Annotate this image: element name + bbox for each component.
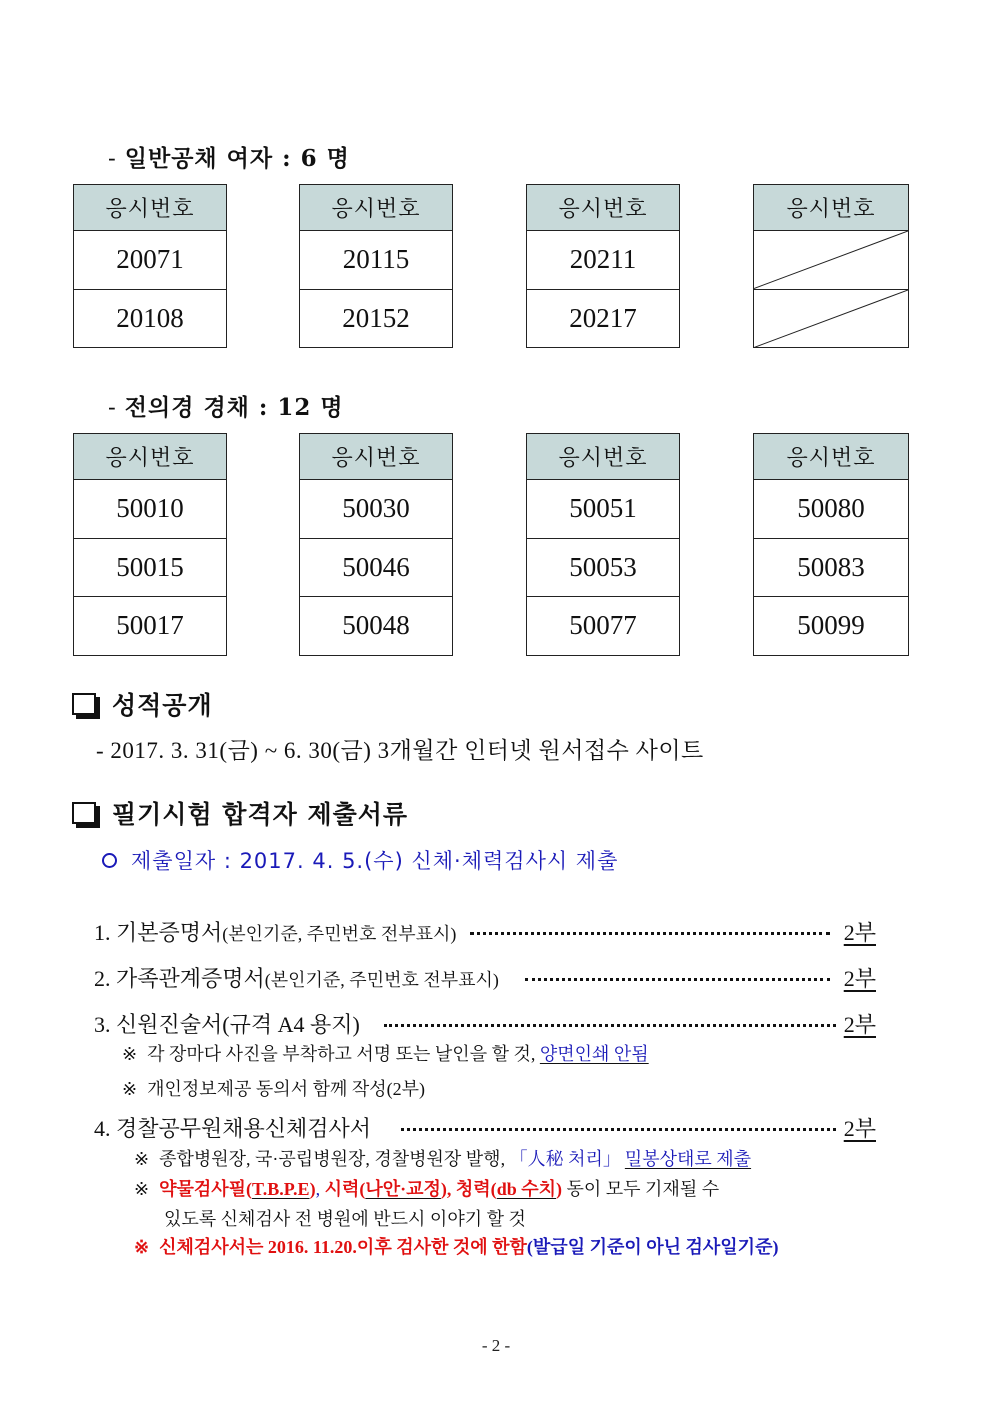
table-cell: 50046 xyxy=(300,538,453,597)
dotted-leader xyxy=(401,1128,836,1131)
document-count: 2부 xyxy=(843,966,876,991)
table-cell: 20115 xyxy=(300,231,453,290)
exam-number-table xyxy=(526,184,680,348)
page-number: - 2 - xyxy=(481,1336,511,1355)
reference-mark: ※ xyxy=(134,1179,150,1199)
table-cell: 50048 xyxy=(300,597,453,656)
section-title-text: 필기시험 합격자 제출서류 xyxy=(112,800,409,829)
table-header: 응시번호 xyxy=(74,185,227,231)
exam-number-table xyxy=(73,433,227,656)
document-name: 4. 경찰공무원채용신체검사서 xyxy=(94,1116,372,1141)
checkbox-bullet-icon xyxy=(72,693,96,715)
document-detail: (규격 A4 용지) xyxy=(222,1012,360,1037)
document-name: 3. 신원진술서 xyxy=(94,1012,223,1037)
table-header: 응시번호 xyxy=(300,185,453,231)
table-cell: 20211 xyxy=(527,231,680,290)
note-red-underlined: db 수치 xyxy=(496,1179,556,1199)
note-red-underlined: T.B.P.E xyxy=(252,1179,310,1199)
document-note xyxy=(134,1233,778,1259)
score-disclosure-title xyxy=(72,686,213,722)
exam-number-table xyxy=(753,433,909,656)
table-header: 응시번호 xyxy=(300,434,453,480)
dotted-leader xyxy=(384,1024,836,1027)
document-count: 2부 xyxy=(843,920,876,945)
document-item xyxy=(94,916,876,947)
exam-number-table xyxy=(526,433,680,656)
table-header: 응시번호 xyxy=(754,185,909,231)
table-cell: 50053 xyxy=(527,538,680,597)
note-highlight: 양면인쇄 안됨 xyxy=(539,1044,649,1064)
table-cell: 50017 xyxy=(74,597,227,656)
exam-number-table xyxy=(73,184,227,348)
note-separator: , xyxy=(315,1179,325,1199)
note-separator: , xyxy=(446,1179,456,1199)
note-highlight: (발급일 기준이 아닌 검사일기준) xyxy=(526,1237,779,1257)
female-general-heading xyxy=(108,140,350,173)
reference-mark: ※ xyxy=(134,1237,150,1257)
document-count: 2부 xyxy=(843,1012,876,1037)
dash: - xyxy=(108,395,117,421)
diagonal-slash-icon xyxy=(754,290,908,348)
table-cell: 50083 xyxy=(754,538,909,597)
document-name: 1. 기본증명서 xyxy=(94,920,223,945)
table-cell: 50015 xyxy=(74,538,227,597)
note-red-underlined: 나안·교정 xyxy=(365,1179,441,1199)
table-cell: 50051 xyxy=(527,480,680,539)
document-note xyxy=(134,1175,719,1201)
document-note xyxy=(134,1145,751,1171)
exam-number-table-empty xyxy=(753,184,909,348)
document-label xyxy=(94,1008,360,1039)
document-item xyxy=(94,962,876,993)
circle-bullet-icon xyxy=(102,853,117,868)
reference-mark: ※ xyxy=(134,1149,150,1169)
dotted-leader xyxy=(525,978,830,981)
note-red: 시력( xyxy=(324,1179,366,1199)
document-note xyxy=(122,1040,649,1066)
diagonal-slash-icon xyxy=(754,231,908,289)
table-cell: 20217 xyxy=(527,289,680,348)
table-header: 응시번호 xyxy=(527,434,680,480)
table-header: 응시번호 xyxy=(754,434,909,480)
note-red: ) xyxy=(556,1179,562,1199)
exam-number-table xyxy=(299,433,453,656)
dotted-leader xyxy=(470,932,829,935)
score-disclosure-period: - 2017. 3. 31(금) ~ 6. 30(금) 3개월간 인터넷 원서접수 사이트 xyxy=(96,738,704,763)
heading-text: 일반공채 여자 : 6 명 xyxy=(124,145,350,172)
table-header: 응시번호 xyxy=(74,434,227,480)
note-text: 동이 모두 기재될 수 xyxy=(562,1179,720,1199)
table-cell: 50099 xyxy=(754,597,909,656)
document-note xyxy=(122,1075,425,1101)
table-cell: 20152 xyxy=(300,289,453,348)
note-text: 개인정보제공 동의서 함께 작성(2부) xyxy=(147,1079,426,1099)
empty-cell-slash xyxy=(754,289,909,348)
note-text: 각 장마다 사진을 부착하고 서명 또는 날인을 할 것, xyxy=(147,1044,540,1064)
table-cell: 20071 xyxy=(74,231,227,290)
document-count: 2부 xyxy=(843,1116,876,1141)
table-cell: 50010 xyxy=(74,480,227,539)
section-title-text: 성적공개 xyxy=(112,691,213,720)
note-red: ) xyxy=(440,1179,447,1199)
document-label xyxy=(94,962,499,993)
document-note-continuation: 있도록 신체검사 전 병원에 반드시 이야기 할 것 xyxy=(164,1209,526,1229)
reference-mark: ※ xyxy=(122,1044,138,1064)
table-cell: 20108 xyxy=(74,289,227,348)
document-detail: (본인기준, 주민번호 전부표시) xyxy=(222,924,457,944)
document-item xyxy=(94,1008,876,1039)
document-name: 2. 가족관계증명서 xyxy=(94,966,265,991)
table-cell: 50077 xyxy=(527,597,680,656)
note-text: 종합병원장, 국·공립병원장, 경찰병원장 발행, xyxy=(159,1149,510,1169)
empty-cell-slash xyxy=(754,231,909,290)
checkbox-bullet-icon xyxy=(72,802,96,824)
note-highlight: 「人秘 처리」 xyxy=(509,1149,621,1169)
document-label xyxy=(94,916,456,947)
note-red: ) xyxy=(309,1179,316,1199)
document-label xyxy=(94,1112,371,1143)
dash: - xyxy=(108,146,117,172)
submit-date xyxy=(102,845,618,875)
table-header: 응시번호 xyxy=(527,185,680,231)
exam-number-table xyxy=(299,184,453,348)
note-red: 약물검사필( xyxy=(159,1179,253,1199)
heading-text: 전의경 경채 : 12 명 xyxy=(124,394,344,421)
submit-date-text: 제출일자 : 2017. 4. 5.(수) 신체·체력검사시 제출 xyxy=(131,849,619,873)
note-highlight: 밀봉상태로 제출 xyxy=(624,1149,752,1169)
note-red: 청력( xyxy=(455,1179,497,1199)
table-cell: 50030 xyxy=(300,480,453,539)
table-cell: 50080 xyxy=(754,480,909,539)
note-red: 신체검사서는 2016. 11.20.이후 검사한 것에 한함 xyxy=(159,1237,527,1257)
veteran-police-heading xyxy=(108,389,344,422)
documents-title xyxy=(72,795,408,831)
reference-mark: ※ xyxy=(122,1079,138,1099)
document-item xyxy=(94,1112,876,1143)
document-detail: (본인기준, 주민번호 전부표시) xyxy=(264,970,499,990)
